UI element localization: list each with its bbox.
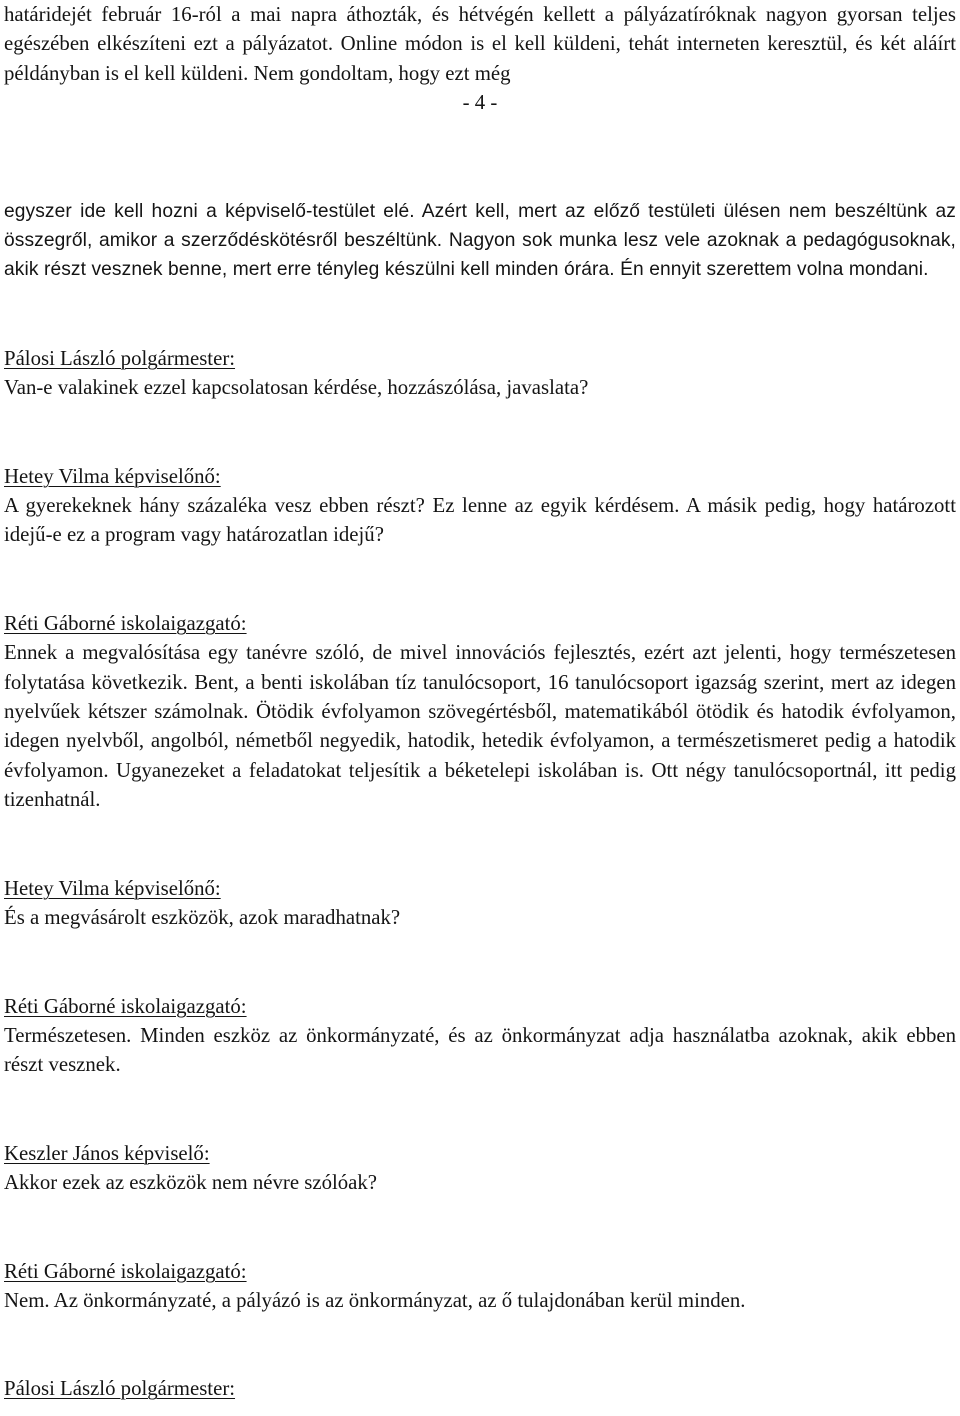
speaker-name: Réti Gáborné iskolaigazgató: bbox=[4, 1259, 247, 1283]
intro-paragraph: határidejét február 16-ról a mai napra áthozták, és hétvégén kellett a pályázatíróknak nagyon gyorsan teljes egészében elkészíteni ezt a pályázatot. Online módon is el kell küldeni, tehát interneten keresztül, és két aláírt példányban is el kell küldeni. Nem gondoltam, hogy ezt még bbox=[4, 3, 956, 85]
section-reti-2 bbox=[4, 992, 956, 1080]
section-reti-3 bbox=[4, 1257, 956, 1316]
document-page bbox=[4, 0, 956, 1404]
speaker-name: Réti Gáborné iskolaigazgató: bbox=[4, 611, 247, 635]
speech-text: A gyerekeknek hány százaléka vesz ebben részt? Ez lenne az egyik kérdésem. A másik pedig, hogy határozott idejű-e ez a program vagy határozatlan idejű? bbox=[4, 494, 956, 547]
speaker-name: Keszler János képviselő: bbox=[4, 1141, 210, 1165]
section-hetey-2 bbox=[4, 874, 956, 933]
section-hetey-1 bbox=[4, 462, 956, 550]
speech-text: Nem. Az önkormányzaté, a pályázó is az önkormányzat, az ő tulajdonában kerül minden. bbox=[4, 1288, 746, 1312]
speaker-name: Pálosi László polgármester: bbox=[4, 346, 236, 370]
speech-text: Van-e valakinek ezzel kapcsolatosan kérdése, hozzászólása, javaslata? bbox=[4, 376, 589, 400]
speech-text: Természetesen. Minden eszköz az önkormányzaté, és az önkormányzat adja használatba azoknak, akik ebben részt vesznek. bbox=[4, 1023, 956, 1077]
section-reti-1 bbox=[4, 609, 956, 815]
section-polgarmester-2 bbox=[4, 1374, 956, 1403]
speech-text: Akkor ezek az eszközök nem névre szólóak? bbox=[4, 1171, 378, 1195]
speaker-name: Réti Gáborné iskolaigazgató: bbox=[4, 994, 247, 1018]
section-keszler-1 bbox=[4, 1139, 956, 1198]
section-polgarmester-1 bbox=[4, 344, 956, 403]
page-number: - 4 - bbox=[462, 91, 498, 115]
speech-text: Ennek a megvalósítása egy tanévre szóló, de mivel innovációs fejlesztés, ezért azt jelenti, hogy természetesen folytatása következik. Bent, a benti iskolában tíz tanulócsoport, 16 tanulócsoport igazság szerint, mert az idegen nyelvűek kétszer számolnak. Ötödik évfolyamon szövegértésből, matematikából ötödik és hatodik évfolyamon, idegen nyelvből, angolból, németből negyedik, hatodik, hetedik évfolyamon, a természetismeret pedig a hatodik évfolyamon. Ugyanezeket a feladatokat teljesítik a béketelepi iskolában is. Ott négy tanulócsoportnál, itt pedig tizenhatnál. bbox=[4, 641, 956, 812]
speech-text: És a megvásárolt eszközök, azok maradhatnak? bbox=[4, 906, 401, 930]
speaker-name: Hetey Vilma képviselőnő: bbox=[4, 464, 221, 488]
speaker-name: Pálosi László polgármester: bbox=[4, 1377, 236, 1401]
speaker-name: Hetey Vilma képviselőnő: bbox=[4, 876, 221, 900]
continuation-paragraph: egyszer ide kell hozni a képviselő-testület elé. Azért kell, mert az előző testületi ülésen nem beszéltünk az összegről, amikor a szerződéskötésről beszéltünk. Nagyon sok munka lesz vele azoknak a pedagógusoknak, akik részt vesznek benne, mert erre tényleg készülni kell minden órára. Én ennyit szerettem volna mondani. bbox=[4, 200, 956, 281]
page-break-spacer bbox=[4, 118, 956, 197]
